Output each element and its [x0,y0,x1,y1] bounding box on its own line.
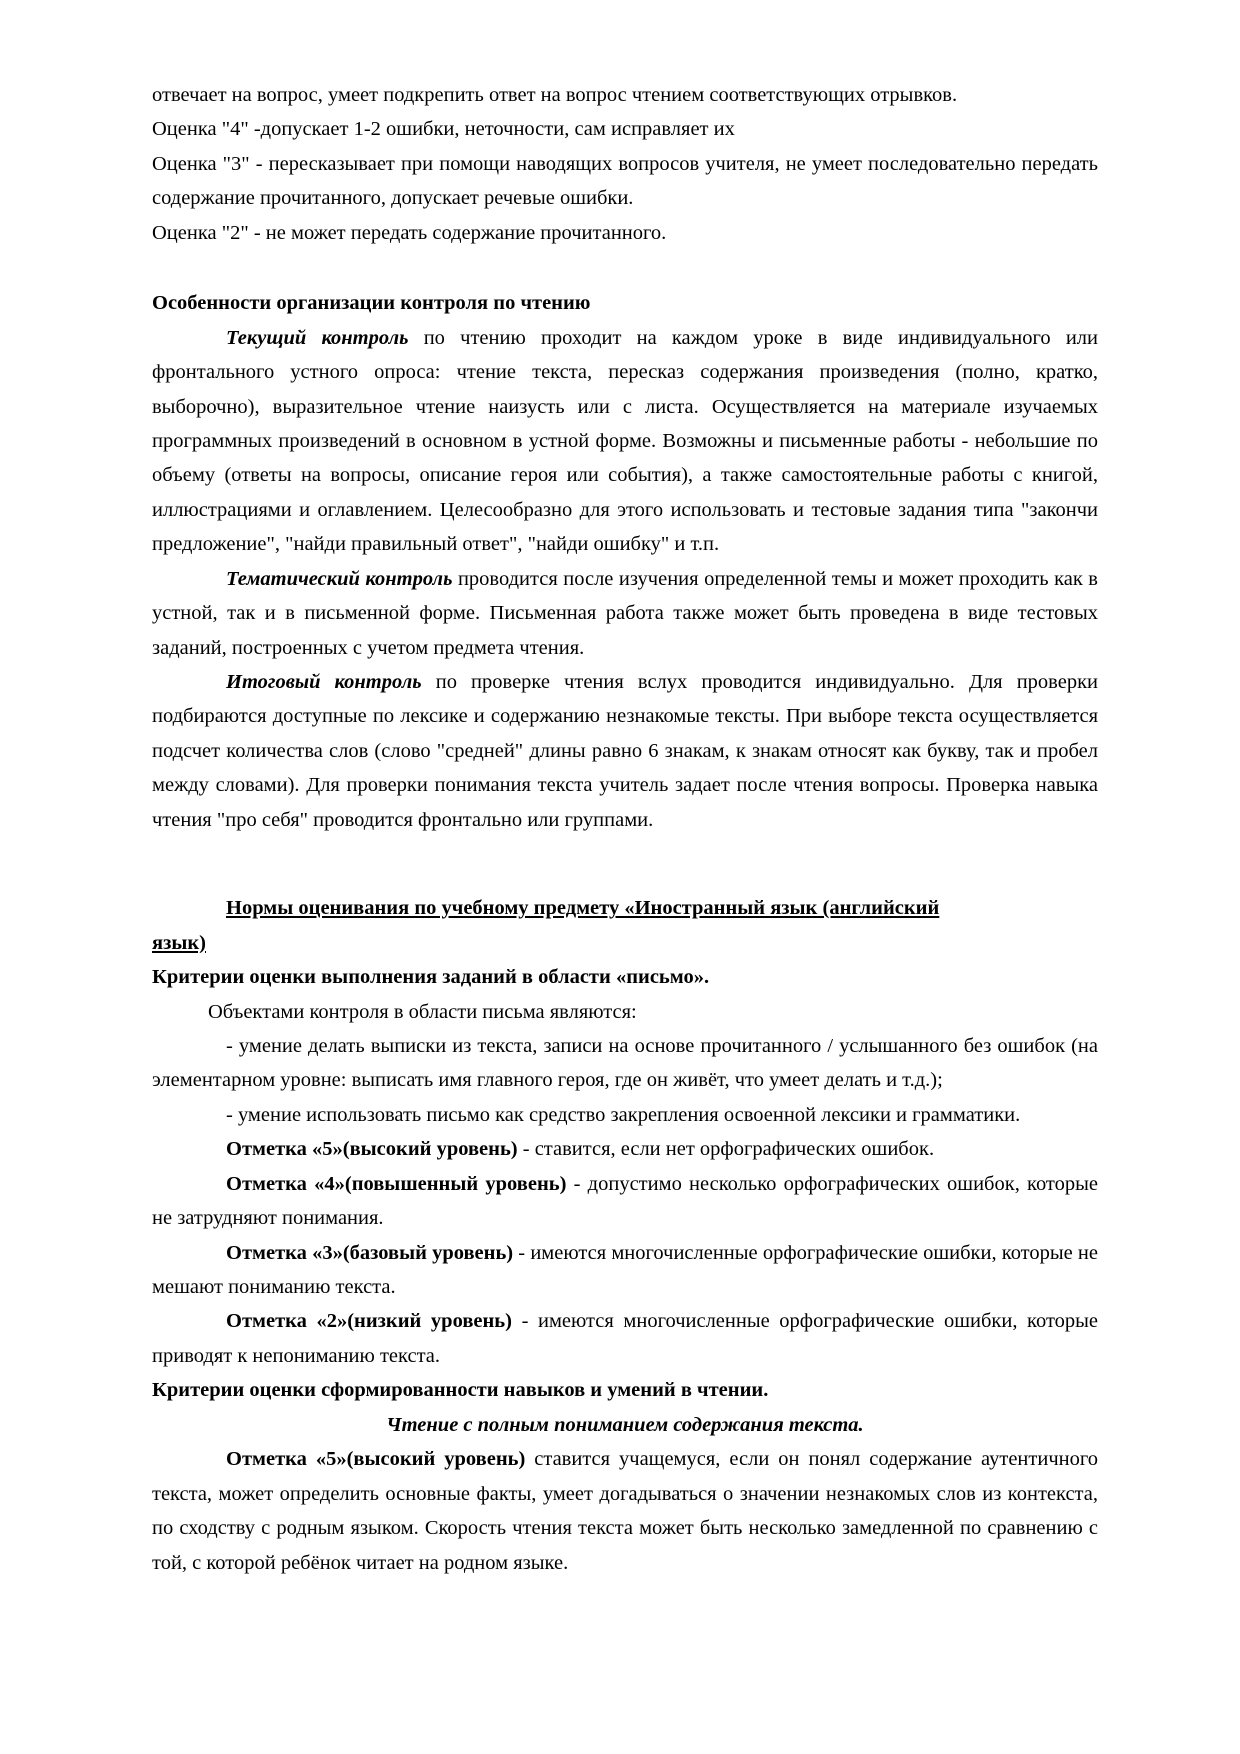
mark-description-3: - имеются многочисленные орфографические ошибки, которые не мешают пониманию текста. [152,1241,1098,1298]
spacer [152,837,1098,891]
text-final-control: по проверке чтения вслух проводится индивидуально. Для проверки подбираются доступные по лексике и содержанию незнакомые тексты. При выборе текста осуществляется подсчет количества слов (слово "средней" длины равно 6 знакам, к знакам относят как букву, так и пробел между словами). Для проверки понимания текста учитель задает после чтения вопросы. Проверка навыка чтения "про себя" проводится фронтально или группами. [152,671,1099,831]
heading-writing-criteria: Критерии оценки выполнения заданий в области «письмо». [152,966,710,989]
mark-description-4: - допустимо несколько орфографических ошибок, которые не затрудняют понимания. [152,1172,1098,1230]
heading-reading-control: Особенности организации контроля по чтению [152,292,591,315]
mark-entry-writing-5 [152,1132,1098,1166]
heading-reading-skills-criteria: Критерии оценки сформированности навыков и умений в чтении. [152,1379,769,1402]
term-thematic-control: Тематический контроль [226,567,453,590]
term-current-control: Текущий контроль [226,326,409,349]
paragraph-final-control [152,665,1098,837]
bullet-writing-1: - умение делать выписки из текста, записи на основе прочитанного / услышанного без ошибок (на элементарном уровне: выписать имя главного героя, где он живёт, что умеет делать и т.д.); [152,1034,1098,1092]
mark-label-4: Отметка «4»(повышенный уровень) [226,1172,567,1195]
paragraph-grade-2: Оценка "2" - не может передать содержание прочитанного. [152,221,667,244]
term-final-control: Итоговый контроль [226,671,422,693]
mark-entry-writing-4 [152,1167,1098,1236]
mark-label-3: Отметка «3»(базовый уровень) [226,1241,514,1264]
paragraph-grade-4: Оценка "4" -допускает 1-2 ошибки, неточности, сам исправляет их [152,118,735,141]
paragraph-current-control [152,321,1098,562]
text-current-control: по чтению проходит на каждом уроке в виде индивидуального или фронтального устного опроса: чтение текста, пересказ содержания произведения (полно, кратко, выборочно), выразительное чтение наизусть или с листа. Осуществляется на материале изучаемых программных произведений в основном в устной форме. Возможны и письменные работы - небольшие по объему (ответы на вопросы, описание героя или события), а также самостоятельные работы с книгой, иллюстрациями и оглавлением. Целесообразно для этого использовать и тестовые задания типа "закончи предложение", "найди правильный ответ", "найди ошибку" и т.п. [152,326,1098,556]
document-body [152,78,1098,1580]
mark-entry-writing-2 [152,1304,1098,1373]
mark-entry-reading-5 [152,1442,1098,1580]
mark-description-2: - имеются многочисленные орфографические ошибки, которые приводят к непониманию текста. [152,1310,1099,1367]
mark-label-5: Отметка «5»(высокий уровень) [226,1138,518,1161]
paragraph-thematic-control [152,562,1098,665]
mark-label-reading-5: Отметка «5»(высокий уровень) [226,1448,526,1471]
heading-foreign-language-line1: Нормы оценивания по учебному предмету «Иностранный язык (английский [226,897,940,920]
mark-label-2: Отметка «2»(низкий уровень) [226,1310,512,1333]
bullet-writing-2: - умение использовать письмо как средство закрепления освоенной лексики и грамматики. [226,1103,1021,1126]
text-thematic-control: проводится после изучения определенной темы и может проходить как в устной, так и в письменной форме. Письменная работа также может быть проведена в виде тестовых заданий, построенных с учетом предмета чтения. [152,567,1098,659]
paragraph-grade-3: Оценка "3" - пересказывает при помощи наводящих вопросов учителя, не умеет последовательно передать содержание прочитанного, допускает речевые ошибки. [152,152,1098,210]
mark-entry-writing-3 [152,1236,1098,1305]
paragraph-continued-intro: отвечает на вопрос, умеет подкрепить ответ на вопрос чтением соответствующих отрывков. [152,84,958,106]
paragraph-writing-objects-intro: Объектами контроля в области письма являются: [208,1000,637,1023]
mark-description-5: - ставится, если нет орфографических ошибок. [517,1138,935,1161]
mark-description-reading-5: ставится учащемуся, если он понял содержание аутентичного текста, может определить основные факты, умеет догадываться о значении незнакомых слов из контекста, по сходству с родным языком. Скорость чтения текста может быть несколько замедленной по сравнению с той, с которой ребёнок читает на родном языке. [152,1448,1098,1574]
heading-foreign-language-line2: язык) [152,931,206,954]
spacer [152,250,1098,286]
subheading-full-comprehension-reading: Чтение с полным пониманием содержания текста. [386,1413,864,1436]
